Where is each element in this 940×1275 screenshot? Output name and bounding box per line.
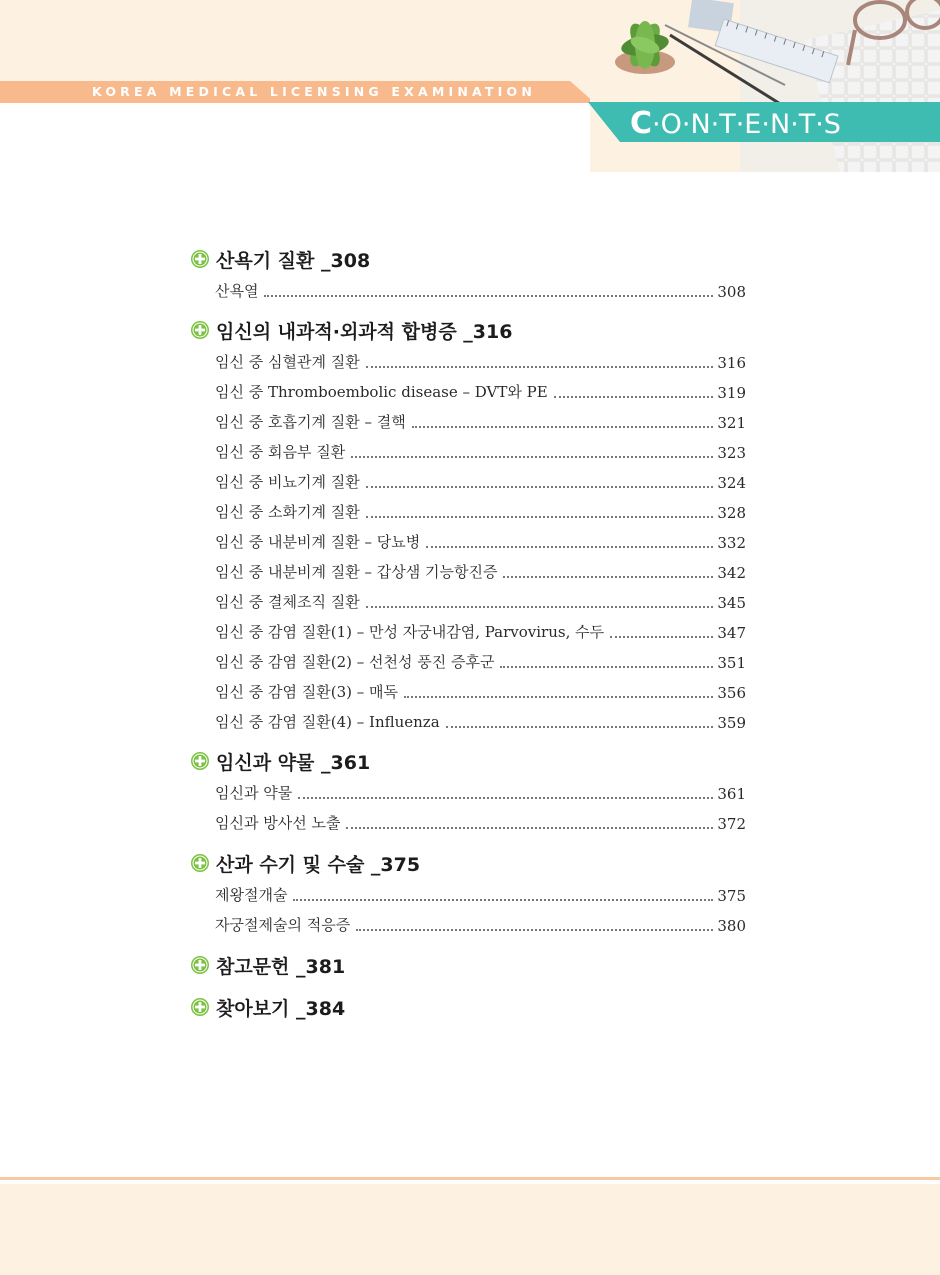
dot-leader xyxy=(264,295,713,297)
toc-entry-page: 345 xyxy=(717,594,746,612)
dot-leader xyxy=(426,546,713,548)
toc-entry[interactable] xyxy=(215,590,746,612)
footer-background xyxy=(0,1184,940,1275)
dot-leader xyxy=(366,366,714,368)
toc-section-heading[interactable] xyxy=(190,748,370,774)
toc-entry[interactable] xyxy=(215,710,746,732)
plus-circle-icon xyxy=(190,249,210,269)
dot-leader xyxy=(610,636,713,638)
toc-entry-page: 323 xyxy=(717,444,746,462)
toc-entry-page: 319 xyxy=(717,384,746,402)
toc-entry[interactable] xyxy=(215,380,746,402)
dot-leader xyxy=(446,726,714,728)
toc-entry-title: 임신 중 소화기계 질환 xyxy=(215,503,360,521)
contents-initial: C xyxy=(630,106,653,141)
toc-entry[interactable] xyxy=(215,350,746,372)
toc-entry-title: 임신 중 감염 질환(3) – 매독 xyxy=(215,683,398,701)
toc-section-title: 임신의 내과적·외과적 합병증 _316 xyxy=(216,320,513,343)
toc-entry[interactable] xyxy=(215,279,746,301)
plus-circle-icon xyxy=(190,955,210,975)
toc-section-title: 찾아보기 _384 xyxy=(216,997,346,1020)
toc-entry-page: 380 xyxy=(717,917,746,935)
plus-circle-icon xyxy=(190,320,210,340)
toc-entry-page: 308 xyxy=(717,283,746,301)
toc-entry[interactable] xyxy=(215,650,746,672)
toc-entry[interactable] xyxy=(215,560,746,582)
header-white-band xyxy=(0,103,600,172)
toc-entry-title: 임신 중 비뇨기계 질환 xyxy=(215,473,360,491)
toc-section-title: 임신과 약물 _361 xyxy=(216,751,371,774)
dot-leader xyxy=(503,576,713,578)
toc-entry-title: 산욕열 xyxy=(215,282,259,300)
toc-section-title: 참고문헌 _381 xyxy=(216,955,346,978)
ribbon-text: KOREA MEDICAL LICENSING EXAMINATION xyxy=(92,84,536,99)
toc-entry-title: 임신 중 내분비계 질환 – 당뇨병 xyxy=(215,533,421,551)
toc-entry-page: 361 xyxy=(717,785,746,803)
toc-entry-page: 332 xyxy=(717,534,746,552)
toc-entry-page: 372 xyxy=(717,815,746,833)
toc-entry[interactable] xyxy=(215,410,746,432)
toc-entry[interactable] xyxy=(215,781,746,803)
toc-entry-page: 342 xyxy=(717,564,746,582)
toc-section-heading[interactable] xyxy=(190,317,512,343)
toc-entry-title: 제왕절개술 xyxy=(215,886,288,904)
toc-entry-title: 임신 중 감염 질환(1) – 만성 자궁내감염, Parvovirus, 수두 xyxy=(215,623,605,641)
plus-circle-icon xyxy=(190,751,210,771)
toc-entry[interactable] xyxy=(215,913,746,935)
dot-leader xyxy=(298,797,713,799)
toc-entry[interactable] xyxy=(215,500,746,522)
dot-leader xyxy=(554,396,714,398)
toc-entry-page: 316 xyxy=(717,354,746,372)
toc-entry-title: 임신과 방사선 노출 xyxy=(215,814,341,832)
toc-section-title: 산욕기 질환 _308 xyxy=(216,249,371,272)
plus-circle-icon xyxy=(190,997,210,1017)
toc-entry-title: 임신 중 감염 질환(4) – Influenza xyxy=(215,713,440,731)
toc-entry-title: 자궁절제술의 적응증 xyxy=(215,916,351,934)
toc-entry-title: 임신 중 회음부 질환 xyxy=(215,443,346,461)
contents-rest: ·O·N·T·E·N·T·S xyxy=(652,109,841,140)
toc-entry[interactable] xyxy=(215,620,746,642)
toc-entry[interactable] xyxy=(215,470,746,492)
dot-leader xyxy=(366,486,714,488)
toc-section-heading[interactable] xyxy=(190,994,345,1020)
dot-leader xyxy=(346,827,713,829)
dot-leader xyxy=(351,456,713,458)
toc-entry-page: 328 xyxy=(717,504,746,522)
toc-entry-title: 임신 중 감염 질환(2) – 선천성 풍진 증후군 xyxy=(215,653,495,671)
toc-entry[interactable] xyxy=(215,680,746,702)
desk-photo xyxy=(590,0,940,172)
toc-entry[interactable] xyxy=(215,530,746,552)
dot-leader xyxy=(366,516,714,518)
toc-entry-title: 임신 중 내분비계 질환 – 갑상샘 기능항진증 xyxy=(215,563,498,581)
dot-leader xyxy=(366,606,714,608)
toc-entry-title: 임신 중 결체조직 질환 xyxy=(215,593,360,611)
toc-entry-title: 임신 중 호흡기계 질환 – 결핵 xyxy=(215,413,406,431)
contents-heading xyxy=(630,106,841,141)
toc-entry-title: 임신과 약물 xyxy=(215,784,293,802)
toc-section-title: 산과 수기 및 수술 _375 xyxy=(216,853,421,876)
toc-entry-title: 임신 중 심혈관계 질환 xyxy=(215,353,360,371)
dot-leader xyxy=(404,696,713,698)
toc-entry-page: 375 xyxy=(717,887,746,905)
dot-leader xyxy=(356,929,713,931)
toc-entry-page: 359 xyxy=(717,714,746,732)
toc-entry[interactable] xyxy=(215,811,746,833)
dot-leader xyxy=(412,426,714,428)
toc-entry[interactable] xyxy=(215,883,746,905)
toc-section-heading[interactable] xyxy=(190,850,420,876)
dot-leader xyxy=(500,666,713,668)
toc-entry-page: 321 xyxy=(717,414,746,432)
toc-entry-title: 임신 중 Thromboembolic disease – DVT와 PE xyxy=(215,383,548,401)
plus-circle-icon xyxy=(190,853,210,873)
dot-leader xyxy=(293,899,713,901)
footer-line xyxy=(0,1177,940,1180)
toc-entry-page: 324 xyxy=(717,474,746,492)
toc-section-heading[interactable] xyxy=(190,952,345,978)
toc-entry-page: 347 xyxy=(717,624,746,642)
toc-entry[interactable] xyxy=(215,440,746,462)
toc-section-heading[interactable] xyxy=(190,246,370,272)
toc-entry-page: 351 xyxy=(717,654,746,672)
toc-entry-page: 356 xyxy=(717,684,746,702)
